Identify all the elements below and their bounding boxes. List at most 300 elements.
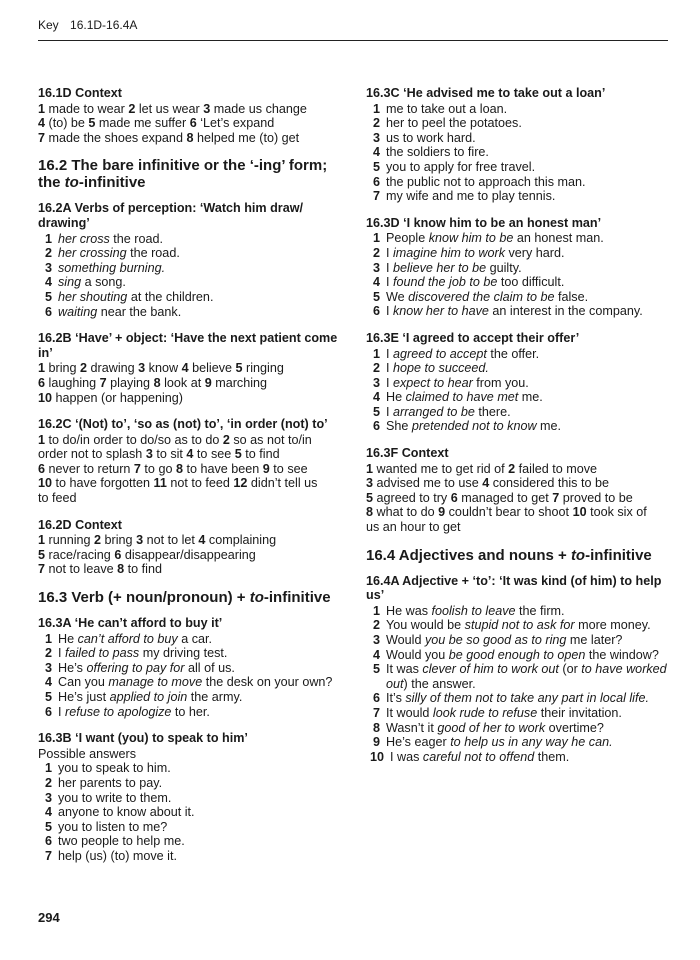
answer-number: 8 bbox=[366, 505, 374, 520]
heading-end: -infinitive bbox=[78, 174, 146, 192]
list-item bbox=[366, 304, 668, 319]
answer-number: 5 bbox=[88, 116, 96, 131]
heading-end: -infinitive bbox=[585, 546, 652, 564]
list-item bbox=[366, 361, 668, 376]
italic-phrase: her cross bbox=[58, 231, 110, 246]
answer-text: wanted me to get rid of bbox=[373, 461, 509, 476]
answer-text: bring bbox=[101, 533, 137, 548]
left-column bbox=[38, 86, 350, 876]
plain-text: He’s bbox=[58, 660, 87, 675]
plain-text: her parents to pay. bbox=[58, 775, 163, 790]
item-number: 2 bbox=[44, 246, 52, 261]
answer-text: managed to get bbox=[457, 490, 553, 505]
list-item bbox=[38, 232, 350, 247]
item-number: 3 bbox=[372, 375, 380, 390]
plain-text: you to speak to him. bbox=[58, 761, 171, 776]
italic-phrase: waiting bbox=[58, 304, 98, 319]
item-text bbox=[58, 761, 350, 776]
list-item bbox=[366, 618, 668, 633]
item-number: 1 bbox=[372, 101, 380, 116]
list-item bbox=[38, 661, 350, 676]
answer-line bbox=[38, 361, 350, 376]
item-text bbox=[386, 618, 668, 633]
section-16-3c bbox=[366, 86, 668, 204]
item-number: 1 bbox=[372, 346, 380, 361]
list-item bbox=[38, 646, 350, 661]
plain-text: I bbox=[58, 704, 65, 719]
list-item bbox=[38, 820, 350, 835]
answer-text: to see bbox=[193, 447, 235, 462]
plain-text: you to listen to me? bbox=[58, 819, 168, 834]
list-item bbox=[366, 246, 668, 261]
answer-line bbox=[38, 433, 350, 448]
answer-line bbox=[366, 505, 668, 520]
answer-number: 1 bbox=[38, 101, 46, 116]
item-text bbox=[386, 405, 668, 420]
item-number: 5 bbox=[44, 690, 52, 704]
chapter-heading-16-4 bbox=[366, 547, 668, 564]
plain-text: It would bbox=[386, 705, 433, 720]
item-text bbox=[386, 116, 668, 131]
section-title: 16.3F Context bbox=[366, 446, 449, 461]
answer-number: 7 bbox=[38, 562, 46, 577]
item-number: 7 bbox=[44, 848, 52, 863]
answer-text: to have forgotten bbox=[52, 476, 154, 491]
answer-text: made me suffer bbox=[95, 116, 190, 131]
answer-lines bbox=[38, 361, 350, 405]
section-16-2a bbox=[38, 201, 350, 319]
item-text bbox=[390, 750, 668, 765]
plain-text: the public not to approach this man. bbox=[386, 174, 586, 189]
italic-phrase: you be so good as to ring bbox=[424, 633, 567, 647]
plain-text: He bbox=[386, 390, 406, 405]
item-number: 3 bbox=[44, 660, 52, 675]
item-text bbox=[58, 305, 350, 320]
section-16-3d bbox=[366, 216, 668, 319]
plain-text: I bbox=[386, 275, 393, 290]
plain-text: the offer. bbox=[486, 346, 540, 361]
right-column bbox=[366, 86, 668, 776]
italic-phrase: to help us in any way he can. bbox=[450, 735, 613, 750]
item-text bbox=[386, 347, 668, 362]
answer-number: 3 bbox=[138, 361, 146, 376]
item-text bbox=[386, 275, 668, 290]
list-item bbox=[366, 376, 668, 391]
item-text bbox=[386, 648, 668, 663]
list-item bbox=[38, 834, 350, 849]
italic-phrase: clever of him to work out bbox=[422, 662, 559, 677]
plain-text: ) the answer. bbox=[403, 676, 476, 691]
list-item bbox=[366, 261, 668, 276]
section-16-3e bbox=[366, 331, 668, 434]
answer-line bbox=[38, 548, 350, 563]
answer-line bbox=[366, 491, 668, 506]
chapter-heading-16-3 bbox=[38, 589, 350, 606]
answer-line bbox=[38, 116, 350, 131]
plain-text: the army. bbox=[187, 690, 243, 704]
answer-text: look at bbox=[160, 375, 205, 390]
italic-phrase: failed to pass bbox=[65, 646, 140, 661]
list-item bbox=[366, 231, 668, 246]
item-text bbox=[386, 691, 668, 706]
item-text bbox=[58, 232, 350, 247]
answer-number: 4 bbox=[38, 116, 46, 131]
italic-phrase: look rude to refuse bbox=[432, 705, 538, 720]
italic-phrase: arranged to be bbox=[393, 404, 475, 419]
answer-number: 5 bbox=[38, 547, 46, 562]
plain-text: I bbox=[386, 260, 393, 275]
plain-text: I bbox=[386, 361, 393, 376]
list-item bbox=[366, 750, 668, 765]
section-title: 16.2D Context bbox=[38, 517, 122, 532]
item-number: 5 bbox=[372, 159, 380, 174]
answer-number: 10 bbox=[572, 505, 587, 520]
plain-text: them. bbox=[534, 749, 570, 764]
plain-text: you to write to them. bbox=[58, 790, 172, 805]
item-number: 4 bbox=[372, 390, 380, 405]
item-number: 6 bbox=[372, 691, 380, 706]
answer-lines bbox=[38, 102, 350, 146]
item-text bbox=[386, 246, 668, 261]
list-item bbox=[366, 706, 668, 721]
answer-text: not to leave bbox=[45, 562, 118, 577]
answer-number: 5 bbox=[234, 447, 242, 462]
answer-text: bring bbox=[45, 361, 81, 376]
answer-number: 6 bbox=[38, 375, 46, 390]
item-number: 1 bbox=[44, 231, 52, 246]
item-number: 10 bbox=[369, 749, 384, 764]
answer-number: 11 bbox=[153, 476, 167, 491]
section-16-2b bbox=[38, 331, 350, 405]
item-text bbox=[386, 419, 668, 434]
item-number: 3 bbox=[44, 790, 52, 805]
answer-line bbox=[366, 476, 668, 491]
answer-items bbox=[38, 232, 350, 320]
item-text bbox=[386, 604, 668, 619]
item-number: 6 bbox=[44, 834, 52, 849]
heading-italic: to bbox=[570, 546, 586, 564]
plain-text: me to take out a loan. bbox=[386, 101, 508, 116]
plain-text: Can you bbox=[58, 675, 109, 690]
plain-text: her to peel the potatoes. bbox=[386, 116, 522, 131]
answer-number: 1 bbox=[366, 461, 374, 476]
item-number: 4 bbox=[44, 675, 52, 690]
list-item bbox=[38, 761, 350, 776]
plain-text: It’s bbox=[386, 691, 406, 706]
answer-number: 8 bbox=[117, 562, 125, 577]
list-item bbox=[366, 604, 668, 619]
answer-number: 6 bbox=[114, 547, 122, 562]
italic-phrase: manage to move bbox=[108, 675, 203, 690]
answer-number: 7 bbox=[99, 375, 107, 390]
answer-line bbox=[38, 462, 350, 477]
item-text bbox=[386, 721, 668, 736]
answer-number: 9 bbox=[204, 375, 212, 390]
italic-phrase: silly of them not to take any part in local life. bbox=[405, 691, 649, 706]
answer-number: 7 bbox=[133, 461, 141, 476]
item-number: 3 bbox=[44, 260, 52, 275]
answer-text: order not to splash bbox=[38, 447, 146, 462]
italic-phrase: hope to succeed. bbox=[393, 361, 489, 376]
italic-phrase: foolish to leave bbox=[431, 603, 516, 618]
item-number: 2 bbox=[44, 646, 52, 661]
list-item bbox=[366, 131, 668, 146]
answer-number: 4 bbox=[186, 447, 194, 462]
item-text bbox=[58, 275, 350, 290]
list-item bbox=[38, 705, 350, 720]
italic-phrase: applied to join bbox=[109, 690, 188, 704]
answer-line bbox=[366, 520, 668, 535]
answer-text: considered this to be bbox=[489, 476, 609, 491]
item-text bbox=[58, 776, 350, 791]
answer-text: to go bbox=[140, 461, 176, 476]
section-title: 16.3C ‘He advised me to take out a loan’ bbox=[366, 86, 606, 100]
answer-line bbox=[38, 131, 350, 146]
plain-text: (or bbox=[558, 662, 582, 677]
answer-text: to find bbox=[124, 562, 162, 577]
item-text bbox=[58, 849, 350, 864]
italic-phrase: offering to pay for bbox=[86, 660, 185, 675]
section-subtitle: Possible answers bbox=[38, 746, 136, 761]
plain-text: me. bbox=[536, 419, 562, 434]
item-number: 5 bbox=[372, 289, 380, 304]
plain-text: Wasn’t it bbox=[386, 720, 438, 735]
section-title: 16.4A Adjective + ‘to’: ‘It was kind (of him) to help us’ bbox=[366, 573, 662, 603]
plain-text: overtime? bbox=[545, 720, 604, 735]
list-item bbox=[366, 633, 668, 648]
item-number: 4 bbox=[372, 647, 380, 662]
answer-text: marching bbox=[211, 375, 268, 390]
item-number: 7 bbox=[372, 705, 380, 720]
item-text bbox=[386, 261, 668, 276]
plain-text: an honest man. bbox=[513, 231, 604, 246]
answer-line bbox=[38, 562, 350, 577]
list-item bbox=[366, 405, 668, 420]
list-item bbox=[366, 102, 668, 117]
answer-line bbox=[38, 533, 350, 548]
list-item bbox=[366, 662, 668, 691]
answer-number: 1 bbox=[38, 533, 46, 548]
item-text bbox=[58, 246, 350, 261]
list-item bbox=[366, 390, 668, 405]
plain-text: too difficult. bbox=[497, 275, 565, 290]
list-item bbox=[38, 290, 350, 305]
list-item bbox=[38, 791, 350, 806]
italic-phrase: something burning. bbox=[58, 260, 166, 275]
italic-phrase: agreed to accept bbox=[393, 346, 487, 361]
item-number: 4 bbox=[44, 275, 52, 290]
item-number: 3 bbox=[372, 130, 380, 145]
plain-text: We bbox=[386, 289, 409, 304]
answer-lines bbox=[366, 462, 668, 535]
answer-number: 5 bbox=[366, 490, 374, 505]
section-title: 16.3D ‘I know him to be an honest man’ bbox=[366, 215, 602, 230]
item-text bbox=[58, 661, 350, 676]
list-item bbox=[366, 160, 668, 175]
section-title: 16.2B ‘Have’ + object: ‘Have the next patient come in’ bbox=[38, 331, 338, 360]
item-number: 8 bbox=[372, 720, 380, 735]
heading-text: 16.4 Adjectives and nouns + bbox=[366, 546, 571, 564]
answer-text: couldn’t bear to shoot bbox=[445, 505, 573, 520]
plain-text: an interest in the company. bbox=[488, 304, 643, 319]
answer-text: not to let bbox=[143, 533, 199, 548]
plain-text: I bbox=[386, 304, 393, 319]
item-text bbox=[386, 662, 668, 691]
item-number: 3 bbox=[372, 260, 380, 275]
list-item bbox=[38, 275, 350, 290]
italic-phrase: claimed to have met bbox=[405, 390, 519, 405]
list-item bbox=[38, 246, 350, 261]
italic-phrase: expect to hear bbox=[393, 375, 473, 390]
italic-phrase: imagine him to work bbox=[393, 245, 505, 260]
answer-number: 8 bbox=[186, 130, 194, 145]
answer-number: 3 bbox=[366, 476, 374, 491]
answer-text: playing bbox=[106, 375, 154, 390]
answer-number: 4 bbox=[482, 476, 490, 491]
answer-text: believe bbox=[188, 361, 236, 376]
list-item bbox=[366, 648, 668, 663]
item-text bbox=[58, 705, 350, 720]
section-title: 16.2C ‘(Not) to’, ‘so as (not) to’, ‘in order (not) to’ bbox=[38, 417, 328, 432]
item-text bbox=[58, 290, 350, 305]
item-text bbox=[58, 805, 350, 820]
header-key: Key bbox=[38, 18, 59, 32]
item-text bbox=[386, 160, 668, 175]
answer-text: so as not to/in bbox=[229, 432, 312, 447]
answer-text: not to feed bbox=[166, 476, 234, 491]
item-text bbox=[58, 646, 350, 661]
answer-number: 10 bbox=[38, 390, 53, 405]
answer-number: 1 bbox=[38, 361, 46, 376]
item-number: 4 bbox=[372, 275, 380, 290]
answer-text: us an hour to get bbox=[366, 520, 461, 535]
page-header bbox=[38, 18, 668, 41]
section-16-3f bbox=[366, 446, 668, 535]
plain-text: us to work hard. bbox=[386, 130, 476, 145]
list-item bbox=[38, 261, 350, 276]
italic-phrase: discovered the claim to be bbox=[408, 289, 555, 304]
item-number: 6 bbox=[372, 419, 380, 434]
heading-text: 16.2 The bare infinitive or the ‘-ing’ form; the bbox=[38, 157, 328, 192]
answer-items bbox=[366, 231, 668, 319]
item-number: 5 bbox=[372, 404, 380, 419]
answer-number: 1 bbox=[38, 432, 46, 447]
answer-number: 8 bbox=[153, 375, 161, 390]
plain-text: false. bbox=[554, 289, 589, 304]
plain-text: He’s eager bbox=[386, 735, 451, 750]
section-title: 16.2A Verbs of perception: ‘Watch him draw/ drawing’ bbox=[38, 201, 303, 230]
plain-text: He was bbox=[386, 603, 432, 618]
item-text bbox=[58, 791, 350, 806]
plain-text: I bbox=[386, 404, 393, 419]
italic-phrase: stupid not to ask for bbox=[464, 618, 575, 633]
item-number: 6 bbox=[44, 704, 52, 719]
plain-text: Would bbox=[386, 633, 425, 647]
item-number: 1 bbox=[372, 603, 380, 618]
answer-line bbox=[38, 391, 350, 406]
answer-items bbox=[366, 347, 668, 435]
answer-items bbox=[38, 632, 350, 720]
answer-line bbox=[38, 476, 350, 491]
plain-text: anyone to know about it. bbox=[58, 805, 195, 820]
answer-number: 9 bbox=[438, 505, 446, 520]
item-text bbox=[386, 131, 668, 146]
answer-number: 2 bbox=[128, 101, 136, 116]
italic-phrase: her crossing bbox=[58, 246, 127, 261]
answer-number: 9 bbox=[262, 461, 270, 476]
list-item bbox=[38, 632, 350, 647]
item-number: 5 bbox=[44, 289, 52, 304]
plain-text: at the children. bbox=[127, 289, 214, 304]
item-text bbox=[58, 820, 350, 835]
section-16-2c bbox=[38, 417, 350, 506]
item-text bbox=[58, 690, 350, 705]
item-number: 7 bbox=[372, 189, 380, 204]
item-number: 5 bbox=[44, 819, 52, 834]
item-text bbox=[386, 102, 668, 117]
answer-text: know bbox=[145, 361, 182, 376]
plain-text: my driving test. bbox=[139, 646, 228, 661]
item-text bbox=[386, 706, 668, 721]
answer-text: (to) be bbox=[45, 116, 89, 131]
plain-text: the firm. bbox=[515, 603, 565, 618]
italic-phrase: refuse to apologize bbox=[65, 704, 172, 719]
item-number: 1 bbox=[372, 231, 380, 246]
plain-text: from you. bbox=[472, 375, 529, 390]
list-item bbox=[366, 116, 668, 131]
plain-text: the desk on your own? bbox=[202, 675, 333, 690]
italic-phrase: believe her to be bbox=[393, 260, 487, 275]
answer-line bbox=[38, 491, 350, 506]
item-text bbox=[58, 261, 350, 276]
plain-text: the window? bbox=[585, 647, 659, 662]
plain-text: guilty. bbox=[486, 260, 522, 275]
page-number: 294 bbox=[38, 910, 60, 925]
answer-number: 2 bbox=[508, 461, 516, 476]
item-number: 1 bbox=[44, 761, 52, 776]
item-number: 4 bbox=[372, 145, 380, 160]
italic-phrase: found the job to be bbox=[393, 275, 498, 290]
plain-text: two people to help me. bbox=[58, 834, 185, 849]
answer-text: agreed to try bbox=[373, 490, 451, 505]
list-item bbox=[366, 419, 668, 434]
answer-text: disappear/disappearing bbox=[121, 547, 256, 562]
answer-number: 6 bbox=[450, 490, 458, 505]
plain-text: all of us. bbox=[184, 660, 235, 675]
answer-number: 2 bbox=[80, 361, 88, 376]
section-16-1d bbox=[38, 86, 350, 145]
answer-text: let us wear bbox=[135, 101, 204, 116]
list-item bbox=[366, 721, 668, 736]
section-title: 16.1D Context bbox=[38, 86, 122, 100]
answer-number: 7 bbox=[552, 490, 560, 505]
italic-phrase: her shouting bbox=[58, 289, 128, 304]
list-item bbox=[38, 776, 350, 791]
heading-italic: to bbox=[64, 174, 79, 192]
answer-number: 3 bbox=[136, 533, 144, 548]
list-item bbox=[38, 675, 350, 690]
answer-text: helped me (to) get bbox=[193, 130, 300, 145]
answer-number: 12 bbox=[233, 476, 248, 491]
plain-text: He bbox=[58, 631, 78, 646]
item-number: 2 bbox=[372, 618, 380, 633]
answer-items bbox=[366, 102, 668, 204]
item-number: 6 bbox=[372, 174, 380, 189]
list-item bbox=[366, 175, 668, 190]
plain-text: me. bbox=[518, 390, 543, 405]
item-text bbox=[386, 290, 668, 305]
item-text bbox=[386, 361, 668, 376]
